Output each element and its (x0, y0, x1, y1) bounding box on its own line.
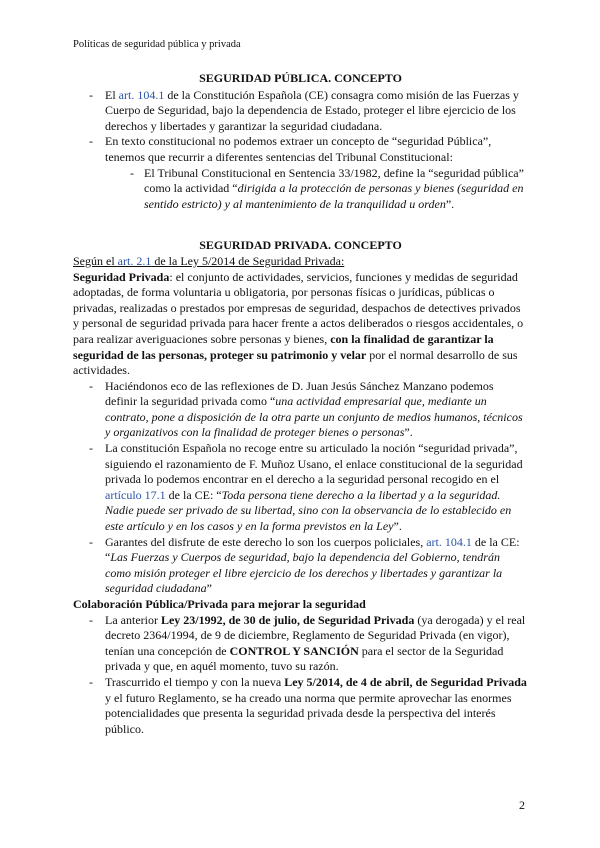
sub-list-item: - El Tribunal Constitucional en Sentencia 33/1982, define la “seguridad pública” como la actividad “dirigida a la protección de personas y bienes (seguridad en sentido estricto) y al mantenimiento de la tranquilidad u orden”. (73, 166, 528, 213)
list-item: - La constitución Española no recoge entre su articulado la noción “seguridad privada”, siguiendo el razonamiento de F. Muñoz Usano, el enlace constitucional de la seguridad privada lo podemos encontrar en el derecho a la seguridad personal recogido en el artículo 17.1 de la CE: “Toda persona tiene derecho a la libertad y a la seguridad. Nadie puede ser privado de su libertad, sino con la observancia de lo establecido en este artículo y en los casos y en la forma previstos en la Ley”. (73, 441, 528, 535)
bullet-list-colaboracion (73, 613, 528, 738)
quote-italic: dirigida a la protección de personas y bienes (seguridad en sentido estricto) y al mantenimiento de la tranquilidad u orden (144, 181, 524, 211)
section-title-colaboracion: Colaboración Pública/Privada para mejorar la seguridad (73, 597, 366, 611)
document-body (73, 71, 528, 737)
page-header: Políticas de seguridad pública y privada (73, 39, 241, 50)
section-title-seguridad-publica: SEGURIDAD PÚBLICA. CONCEPTO (199, 71, 402, 85)
bullet-list-publica (73, 88, 528, 213)
section-title-seguridad-privada: SEGURIDAD PRIVADA. CONCEPTO (199, 238, 402, 253)
sub-list (73, 166, 528, 213)
list-item: - Haciéndonos eco de las reflexiones de D. Juan Jesús Sánchez Manzano podemos definir la seguridad privada como “una actividad empresarial que, mediante un contrato, pone a disposición de la otra parte un conjunto de medios humanos, técnicos y organizativos con la finalidad de proteger bienes o personas”. (73, 379, 528, 441)
bullet-list-privada (73, 379, 528, 597)
list-item: - En texto constitucional no podemos extraer un concepto de “seguridad Pública”, tenemos que recurrir a diferentes sentencias del Tribunal Constitucional: - El Tribunal Constitucional en Sentencia 33/1982, define la “seguridad pública” como la actividad “dirigida a la protección de personas y bienes (seguridad en sentido estricto) y al mantenimiento de la tranquilidad u orden”. (73, 134, 528, 212)
list-item: - La anterior Ley 23/1992, de 30 de julio, de Seguridad Privada (ya derogada) y el real decreto 2364/1994, de 9 de diciembre, Reglamento de Seguridad Privada (en vigor), tenían una concepción de CONTROL Y SANCIÓN para el sector de la Seguridad privada y que, en aquél momento, tuvo su razón. (73, 613, 528, 675)
privada-definition: Seguridad Privada: el conjunto de actividades, servicios, funciones y medidas de seguridad adoptadas, de forma voluntaria u obligatoria, por personas físicas o jurídicas, públicas o privadas, realizadas o prestados por empresas de seguridad, despachos de detectives privados y personal de seguridad privada para hacer frente a actos deliberados o riesgos accidentales, o para realizar averiguaciones sobre personas y bienes, con la finalidad de garantizar la seguridad de las personas, proteger su patrimonio y velar por el normal desarrollo de sus actividades. (73, 269, 524, 378)
link-art-104-1[interactable]: art. 104.1 (118, 87, 165, 102)
list-item: - El art. 104.1 de la Constitución Española (CE) consagra como misión de las Fuerzas y Cuerpo de Seguridad, bajo la dependencia de Estado, proteger el libre ejercicio de los derechos y libertades y garantizar la seguridad ciudadana. (73, 88, 528, 135)
link-articulo-17-1[interactable]: artículo 17.1 (105, 487, 166, 502)
link-art-104-1-b[interactable]: art. 104.1 (426, 534, 472, 549)
list-item: - Garantes del disfrute de este derecho lo son los cuerpos policiales, art. 104.1 de la CE: “Las Fuerzas y Cuerpos de seguridad, bajo la dependencia del Gobierno, tendrán como misión proteger el libre ejercicio de los derechos y libertades y garantizar la seguridad ciudadana” (73, 535, 528, 597)
page-number: 2 (519, 798, 525, 812)
list-item: - Trascurrido el tiempo y con la nueva Ley 5/2014, de 4 de abril, de Seguridad Privada y el futuro Reglamento, se ha creado una norma que permite aprovechar las enormes potencialidades que presenta la seguridad privada desde la perspectiva del interés público. (73, 675, 528, 737)
link-art-2-1[interactable]: art. 2.1 (117, 253, 152, 268)
privada-intro: Según el art. 2.1 de la Ley 5/2014 de Seguridad Privada: (73, 253, 345, 268)
